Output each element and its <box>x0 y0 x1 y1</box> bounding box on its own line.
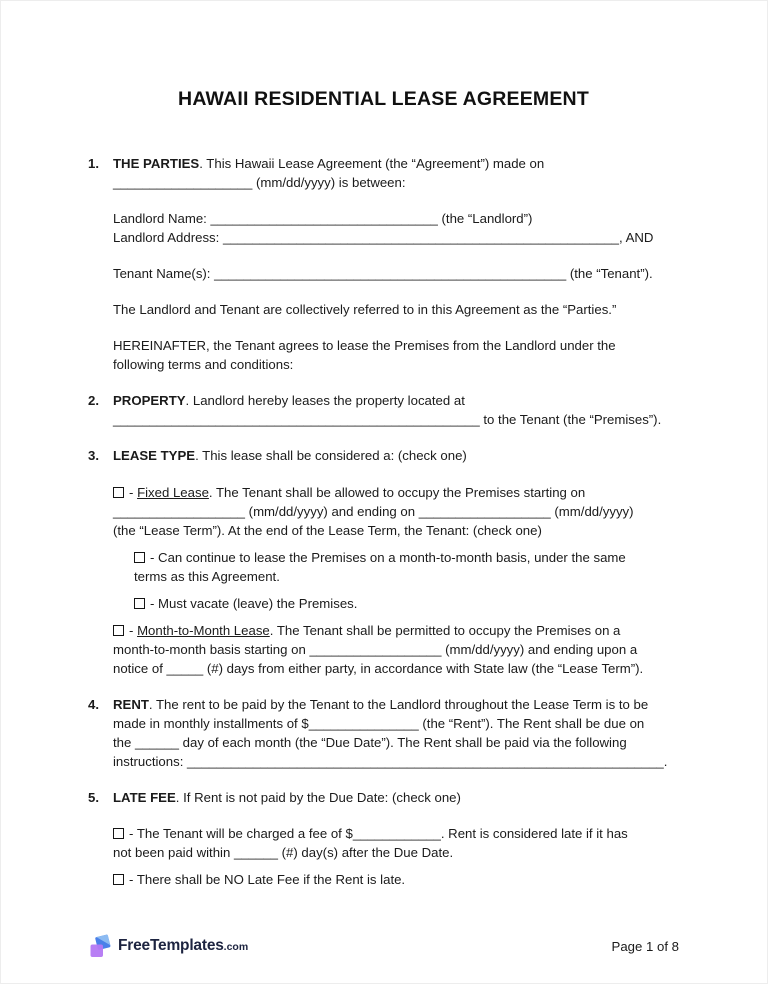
text-line: terms as this Agreement. <box>134 569 280 584</box>
date-blank-line: ___________________ (mm/dd/yyyy) is between: <box>113 175 406 190</box>
tenant-name-line: Tenant Name(s): ________________________________________________ (the “Tenant”). <box>113 266 653 281</box>
freetemplates-logo-icon <box>89 934 112 958</box>
month-to-month-lease-checkbox[interactable] <box>113 625 124 636</box>
dash: - <box>129 485 138 500</box>
property-address-blank-line: __________________________________________________ to the Tenant (the “Premises”). <box>113 412 662 427</box>
text-line <box>113 788 679 807</box>
text-line: HEREINAFTER, the Tenant agrees to lease the Premises from the Landlord under the <box>113 338 616 353</box>
section-heading: RENT <box>113 697 149 712</box>
section-heading: PROPERTY <box>113 393 186 408</box>
section-number: 3. <box>88 448 99 463</box>
landlord-name-line: Landlord Name: _______________________________ (the “Landlord”) <box>113 211 533 226</box>
brand-name: FreeTemplates <box>118 937 224 954</box>
section-the-parties <box>88 154 679 391</box>
page-title: HAWAII RESIDENTIAL LEASE AGREEMENT <box>178 88 589 110</box>
continue-month-to-month-checkbox[interactable] <box>134 552 145 563</box>
option-continue-month-to-month <box>134 548 679 586</box>
section-number: 5. <box>88 790 99 805</box>
section-late-fee <box>88 788 679 897</box>
late-fee-charged-checkbox[interactable] <box>113 828 124 839</box>
section-number: 2. <box>88 393 99 408</box>
text-run: . The Tenant shall be permitted to occupy the Premises on a <box>269 623 621 638</box>
text-run: - The Tenant will be charged a fee of $____________. Rent is considered late if it has <box>129 826 628 841</box>
text-run: - Can continue to lease the Premises on a month-to-month basis, under the same <box>150 550 626 565</box>
due-date-blank-line: the ______ day of each month (the “Due Date”). The Rent shall be paid via the following <box>113 735 627 750</box>
section-number: 4. <box>88 697 99 712</box>
text-line <box>113 695 679 714</box>
text-line <box>134 548 679 567</box>
text-line <box>113 154 679 173</box>
text-line <box>113 446 679 465</box>
text-line <box>113 483 679 502</box>
hereinafter-paragraph <box>113 336 679 374</box>
option-month-to-month-lease <box>113 621 679 678</box>
text-line: The Landlord and Tenant are collectively referred to in this Agreement as the “Parties.” <box>113 302 617 317</box>
option-fixed-lease <box>113 483 679 540</box>
page-footer <box>89 934 679 958</box>
text-line <box>113 391 679 410</box>
property-paragraph <box>113 391 679 429</box>
month-to-month-lease-label: Month-to-Month Lease <box>137 623 270 638</box>
notice-days-blank-line: notice of _____ (#) days from either party, in accordance with State law (the “Lease Term”). <box>113 661 644 676</box>
landlord-address-line: Landlord Address: ______________________________________________________, AND <box>113 230 654 245</box>
text-line: (the “Lease Term”). At the end of the Lease Term, the Tenant: (check one) <box>113 523 542 538</box>
text-run: . If Rent is not paid by the Due Date: (check one) <box>175 790 461 805</box>
freetemplates-logo <box>89 934 248 958</box>
lease-type-heading-paragraph <box>113 446 679 465</box>
section-lease-type <box>88 446 679 695</box>
fixed-lease-checkbox[interactable] <box>113 487 124 498</box>
text-line <box>113 621 679 640</box>
text-line <box>113 824 679 843</box>
rent-amount-blank-line: made in monthly installments of $_______________ (the “Rent”). The Rent shall be due on <box>113 716 645 731</box>
section-heading: THE PARTIES <box>113 156 200 171</box>
section-property <box>88 391 679 446</box>
text-line: following terms and conditions: <box>113 357 294 372</box>
tenant-block <box>113 264 679 283</box>
text-run: . Landlord hereby leases the property located at <box>185 393 465 408</box>
text-run: . The Tenant shall be allowed to occupy the Premises starting on <box>208 485 586 500</box>
text-run: - Must vacate (leave) the Premises. <box>150 596 358 611</box>
text-line <box>134 594 679 613</box>
no-late-fee-checkbox[interactable] <box>113 874 124 885</box>
section-heading: LEASE TYPE <box>113 448 196 463</box>
parties-collective-paragraph <box>113 300 679 319</box>
instructions-blank-line: instructions: _________________________________________________________________. <box>113 754 668 769</box>
page-indicator: Page 1 of 8 <box>611 938 679 954</box>
text-run: . This lease shall be considered a: (check one) <box>195 448 467 463</box>
late-fee-heading-paragraph <box>113 788 679 807</box>
option-no-late-fee <box>113 870 679 889</box>
text-run: - There shall be NO Late Fee if the Rent is late. <box>129 872 406 887</box>
text-line <box>113 870 679 889</box>
text-run: . This Hawaii Lease Agreement (the “Agreement”) made on <box>199 156 545 171</box>
section-rent <box>88 695 679 788</box>
fixed-lease-label: Fixed Lease <box>137 485 209 500</box>
dash: - <box>129 623 138 638</box>
section-heading: LATE FEE <box>113 790 176 805</box>
brand-text <box>118 937 248 955</box>
text-line: not been paid within ______ (#) day(s) after the Due Date. <box>113 845 454 860</box>
text-run: . The rent to be paid by the Tenant to the Landlord throughout the Lease Term is to be <box>148 697 649 712</box>
start-date-blank-line: month-to-month basis starting on __________________ (mm/dd/yyyy) and ending upon a <box>113 642 638 657</box>
option-late-fee-charged <box>113 824 679 862</box>
landlord-block <box>113 209 679 247</box>
rent-paragraph <box>113 695 679 771</box>
must-vacate-checkbox[interactable] <box>134 598 145 609</box>
section-number: 1. <box>88 156 99 171</box>
parties-intro-paragraph <box>113 154 679 192</box>
brand-tld: .com <box>223 941 249 953</box>
lease-dates-blank-line: __________________ (mm/dd/yyyy) and ending on __________________ (mm/dd/yyyy) <box>113 504 634 519</box>
option-must-vacate <box>134 594 679 613</box>
